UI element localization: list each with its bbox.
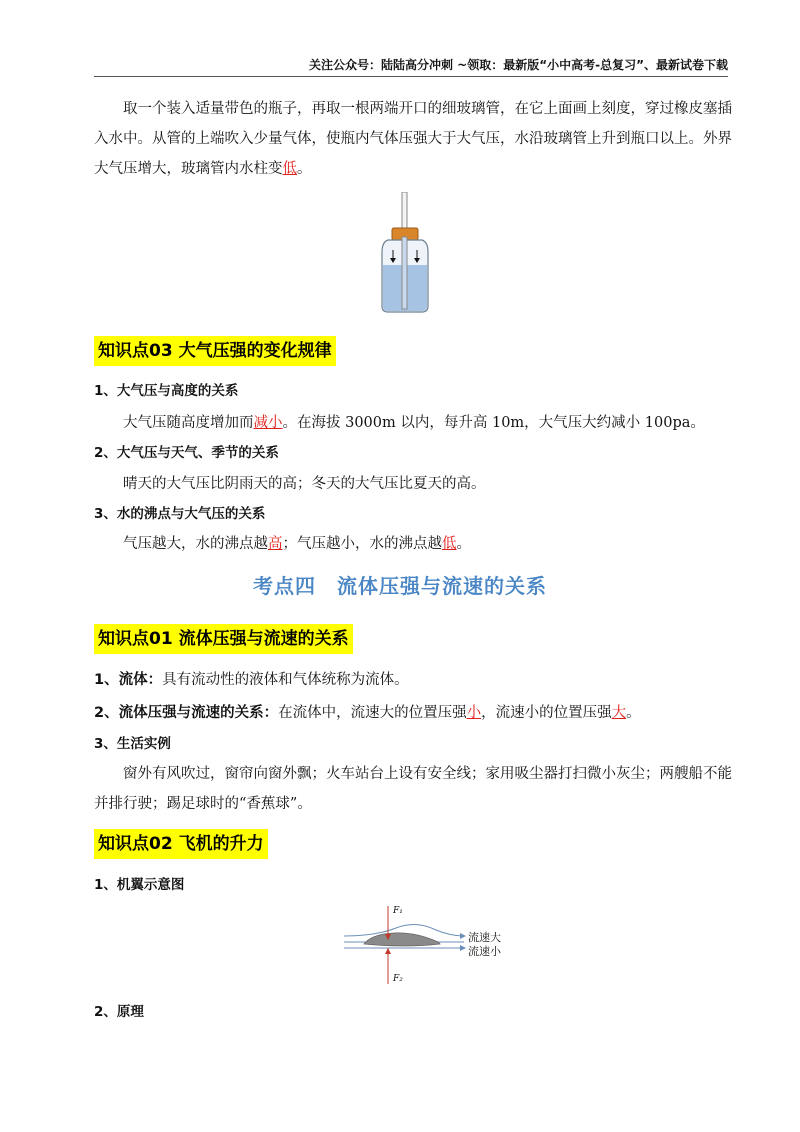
kp01-item2-after: 。 (626, 705, 641, 721)
intro-text: 取一个装入适量带色的瓶子，再取一根两端开口的细玻璃管，在它上面画上刻度，穿过橡皮塞插入水中。从管的上端吹入少量气体，使瓶内气体压强大于大气压，水沿玻璃管上升到瓶口以上。外界大气压增大，玻璃管内水柱变 (94, 101, 732, 177)
kp03-item1-text (123, 412, 705, 434)
kp01-item2-answer1: 小 (466, 705, 482, 721)
kp01-item2-answer2: 大 (611, 705, 627, 721)
kp03-item1-before: 大气压随高度增加而 (123, 415, 254, 431)
kp01-item2-mid: ，流速小的位置压强 (481, 705, 612, 721)
kp01-item1 (94, 669, 409, 691)
intro-paragraph (94, 94, 734, 184)
kp03-item1-title: 1、大气压与高度的关系 (94, 383, 239, 399)
kp01-item2-before: 在流体中，流速大的位置压强 (278, 705, 467, 721)
intro-answer: 低 (282, 161, 297, 177)
kp01-item2-label: 2、流体压强与流速的关系： (94, 705, 279, 721)
kp01-item3-text: 窗外有风吹过，窗帘向窗外飘；火车站台上设有安全线；家用吸尘器打扫微小灰尘；两艘船不能并排行驶；踢足球时的“香蕉球”。 (94, 766, 732, 812)
fast-flow-label: 流速大 (468, 931, 501, 944)
kp02-item1-title: 1、机翼示意图 (94, 877, 185, 893)
kp02-item2-title: 2、原理 (94, 1004, 144, 1020)
section4-title: 考点四 流体压强与流速的关系 (253, 574, 547, 598)
kp03-item1-after: 。在海拔 3000m 以内，每升高 10m，大气压大约减小 100pa。 (282, 415, 705, 431)
intro-text-end: 。 (297, 161, 312, 177)
kp03-item3-after: 。 (456, 536, 471, 552)
kp03-item3-text (123, 533, 471, 555)
kp03-item3-answer2: 低 (442, 536, 457, 552)
kp03-item2-text: 晴天的大气压比阴雨天的高；冬天的大气压比夏天的高。 (123, 476, 486, 492)
page-header: 关注公众号：陆陆高分冲刺 ~领取：最新版“小中高考-总复习”、最新试卷下载 (94, 56, 728, 77)
kp01-item1-label: 1、流体： (94, 672, 163, 688)
kp01-title: 知识点01 流体压强与流速的关系 (94, 624, 353, 654)
kp03-item2-title: 2、大气压与天气、季节的关系 (94, 445, 279, 461)
kp03-item3-title: 3、水的沸点与大气压的关系 (94, 506, 266, 522)
kp02-title: 知识点02 飞机的升力 (94, 829, 268, 859)
kp03-item1-answer: 减小 (253, 415, 283, 431)
wing-figure (336, 900, 516, 990)
bottle-figure (376, 192, 434, 314)
kp03-item3-mid: ；气压越小，水的沸点越 (282, 536, 442, 552)
f2-label: F₂ (393, 974, 403, 984)
kp01-item3-title: 3、生活实例 (94, 736, 171, 752)
kp03-title: 知识点03 大气压强的变化规律 (94, 336, 336, 366)
kp03-item3-before: 气压越大，水的沸点越 (123, 536, 268, 552)
slow-flow-label: 流速小 (468, 945, 501, 958)
kp01-item2 (94, 702, 641, 724)
kp03-item3-answer1: 高 (268, 536, 283, 552)
kp01-item1-text: 具有流动性的液体和气体统称为流体。 (162, 672, 409, 688)
f1-label: F₁ (393, 906, 403, 916)
